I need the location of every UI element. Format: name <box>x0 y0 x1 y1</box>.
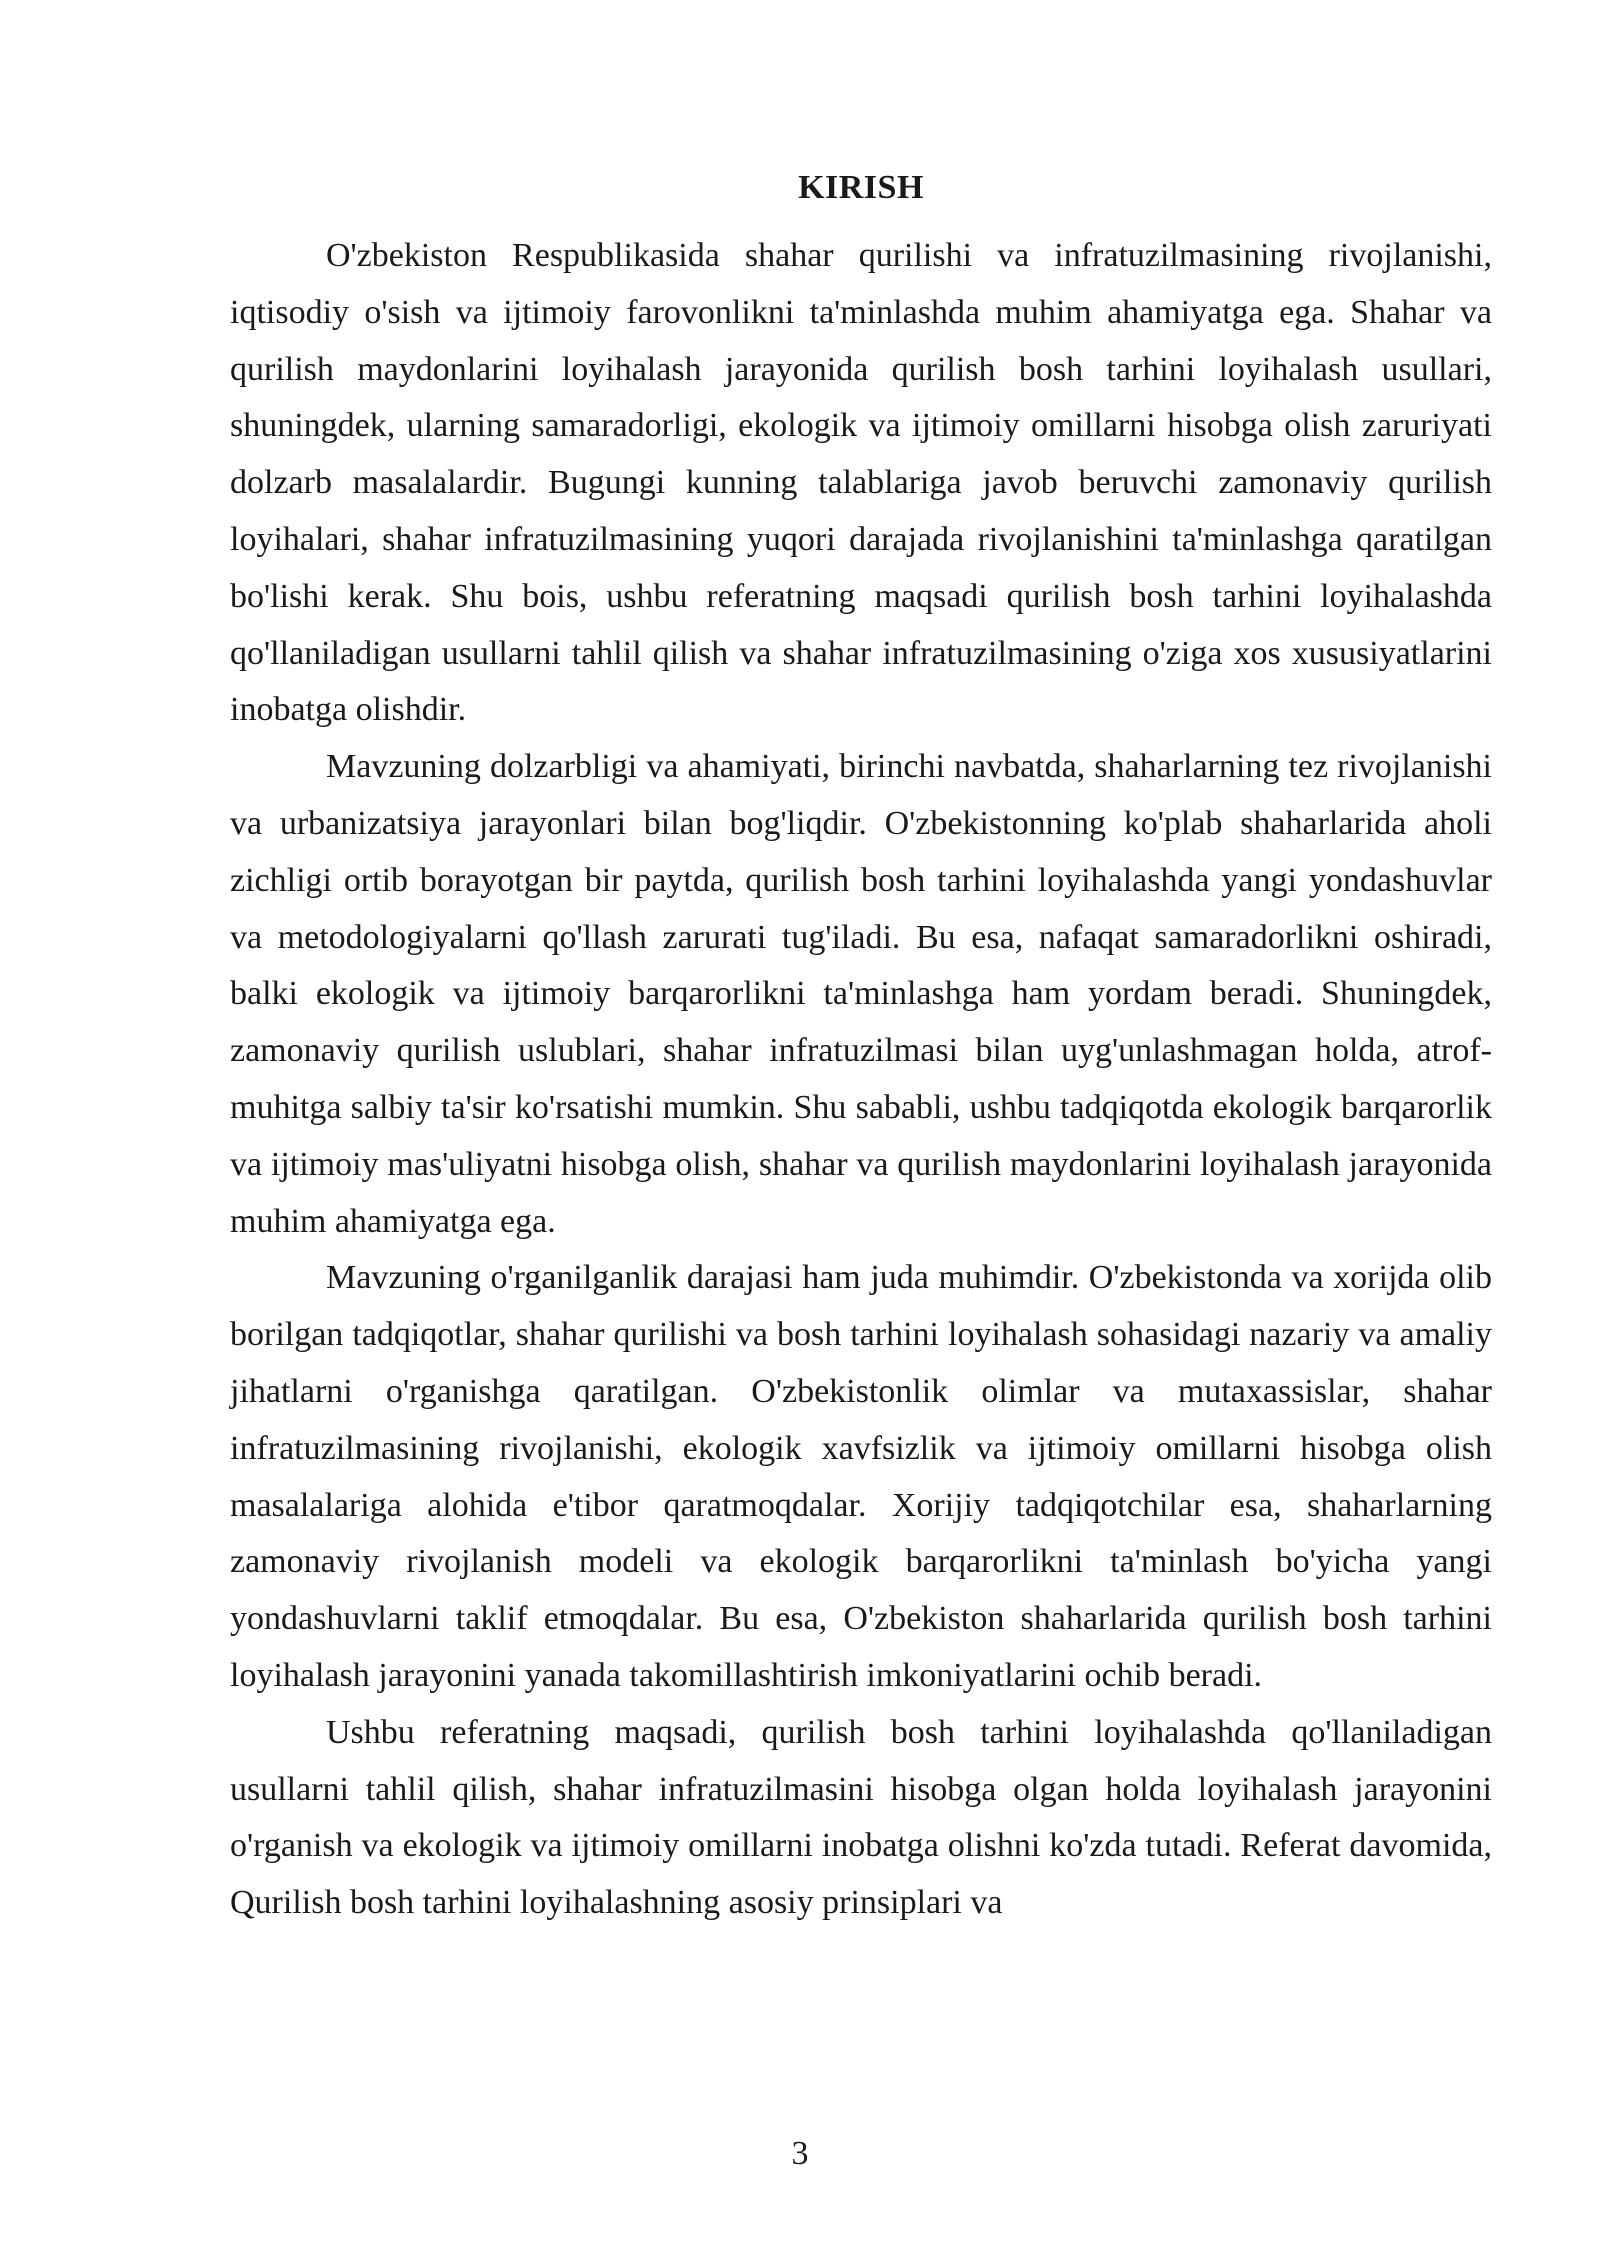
page-number: 3 <box>791 2135 809 2172</box>
paragraph-relevance: Mavzuning dolzarbligi va ahamiyati, birinchi navbatda, shaharlarning tez rivojlanishi va urbanizatsiya jarayonlari bilan bog'liqdir. O'zbekistonning ko'plab shaharlarida aholi zichligi ortib borayotgan bir paytda, qurilish bosh tarhini loyihalashda yangi yondashuvlar va metodologiyalarni qo'llash zarurati tug'iladi. Bu esa, nafaqat samaradorlikni oshiradi, balki ekologik va ijtimoiy barqarorlikni ta'minlashga ham yordam beradi. Shuningdek, zamonaviy qurilish uslublari, shahar infratuzilmasi bilan uyg'unlashmagan holda, atrof-muhitga salbiy ta'sir ko'rsatishi mumkin. Shu sababli, ushbu tadqiqotda ekologik barqarorlik va ijtimoiy mas'uliyatni hisobga olish, shahar va qurilish maydonlarini loyihalash jarayonida muhim ahamiyatga ega. <box>230 748 1492 1240</box>
document-body <box>230 160 1492 1932</box>
paragraph-goal: Ushbu referatning maqsadi, qurilish bosh tarhini loyihalashda qo'llaniladigan usullarni tahlil qilish, shahar infratuzilmasini hisobga olgan holda loyihalash jarayonini o'rganish va ekologik va ijtimoiy omillarni inobatga olishni ko'zda tutadi. Referat davomida, Qurilish bosh tarhini loyihalashning asosiy prinsiplari va <box>230 1713 1492 1922</box>
paragraph-study-level: Mavzuning o'rganilganlik darajasi ham juda muhimdir. O'zbekistonda va xorijda olib borilgan tadqiqotlar, shahar qurilishi va bosh tarhini loyihalash sohasidagi nazariy va amaliy jihatlarni o'rganishga qaratilgan. O'zbekistonlik olimlar va mutaxassislar, shahar infratuzilmasining rivojlanishi, ekologik xavfsizlik va ijtimoiy omillarni hisobga olish masalalariga alohida e'tibor qaratmoqdalar. Xorijiy tadqiqotchilar esa, shaharlarning zamonaviy rivojlanish modeli va ekologik barqarorlikni ta'minlash bo'yicha yangi yondashuvlarni taklif etmoqdalar. Bu esa, O'zbekiston shaharlarida qurilish bosh tarhini loyihalash jarayonini yanada takomillashtirish imkoniyatlarini ochib beradi. <box>230 1259 1492 1694</box>
page-title: KIRISH <box>798 169 924 206</box>
paragraph-intro: O'zbekiston Respublikasida shahar qurilishi va infratuzilmasining rivojlanishi, iqtisodiy o'sish va ijtimoiy farovonlikni ta'minlashda muhim ahamiyatga ega. Shahar va qurilish maydonlarini loyihalash jarayonida qurilish bosh tarhini loyihalash usullari, shuningdek, ularning samaradorligi, ekologik va ijtimoiy omillarni hisobga olish zaruriyati dolzarb masalalardir. Bugungi kunning talablariga javob beruvchi zamonaviy qurilish loyihalari, shahar infratuzilmasining yuqori darajada rivojlanishini ta'minlashga qaratilgan bo'lishi kerak. Shu bois, ushbu referatning maqsadi qurilish bosh tarhini loyihalashda qo'llaniladigan usullarni tahlil qilish va shahar infratuzilmasining o'ziga xos xususiyatlarini inobatga olishdir. <box>230 237 1492 729</box>
